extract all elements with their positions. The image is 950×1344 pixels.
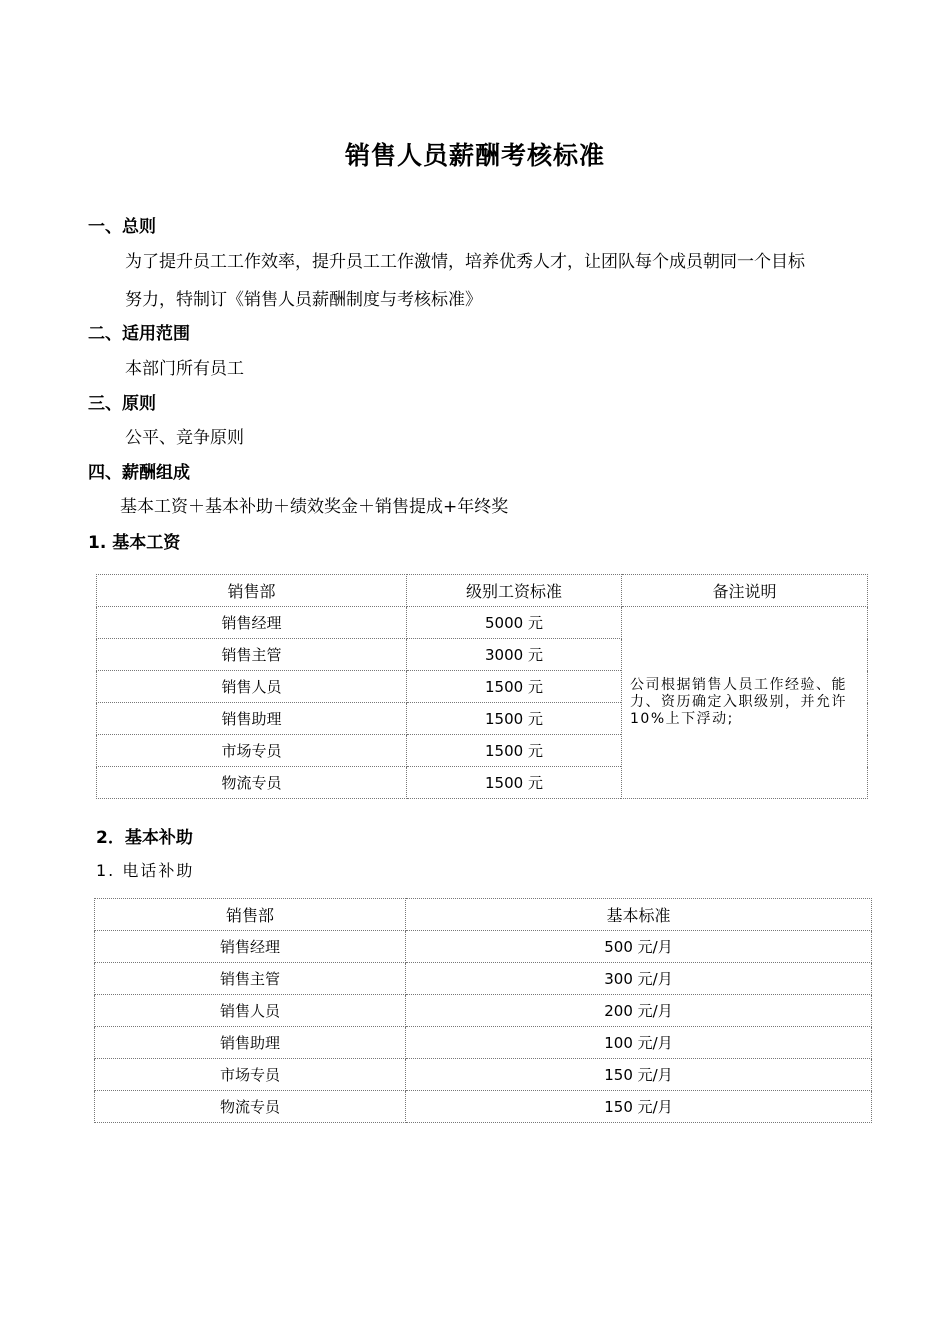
salary-cell: 1500 元 bbox=[407, 671, 622, 703]
salary-cell: 1500 元 bbox=[407, 767, 622, 799]
table-row bbox=[95, 1091, 872, 1123]
column-header: 销售部 bbox=[95, 899, 406, 931]
allowance-cell: 150 元/月 bbox=[406, 1091, 872, 1123]
section-general-line2: 努力，特制订《销售人员薪酬制度与考核标准》 bbox=[125, 290, 482, 310]
salary-cell: 1500 元 bbox=[407, 735, 622, 767]
section-general-line1: 为了提升员工工作效率，提升员工工作激情，培养优秀人才，让团队每个成员朝同一个目标 bbox=[125, 252, 805, 272]
section-scope-text: 本部门所有员工 bbox=[125, 359, 244, 379]
allowance-table bbox=[94, 898, 872, 1123]
table-header-row bbox=[95, 899, 872, 931]
department-cell: 市场专员 bbox=[95, 1059, 406, 1091]
salary-cell: 1500 元 bbox=[407, 703, 622, 735]
allowance-cell: 200 元/月 bbox=[406, 995, 872, 1027]
salary-cell: 5000 元 bbox=[407, 607, 622, 639]
department-cell: 销售主管 bbox=[97, 639, 407, 671]
table-row bbox=[95, 931, 872, 963]
department-cell: 销售助理 bbox=[95, 1027, 406, 1059]
allowance-subheading: 1. 电话补助 bbox=[96, 861, 195, 880]
table-row bbox=[97, 607, 868, 639]
department-cell: 销售主管 bbox=[95, 963, 406, 995]
department-cell: 销售助理 bbox=[97, 703, 407, 735]
department-cell: 销售经理 bbox=[97, 607, 407, 639]
department-cell: 物流专员 bbox=[97, 767, 407, 799]
base-salary-table bbox=[96, 574, 868, 799]
section-general-heading: 一、总则 bbox=[88, 217, 156, 237]
remark-text: 公司根据销售人员工作经验、能力、资历确定入职级别，并允许 10%上下浮动; bbox=[630, 677, 847, 727]
allowance-cell: 300 元/月 bbox=[406, 963, 872, 995]
column-header: 级别工资标准 bbox=[407, 575, 622, 607]
department-cell: 销售人员 bbox=[97, 671, 407, 703]
table-row bbox=[95, 1059, 872, 1091]
allowance-cell: 500 元/月 bbox=[406, 931, 872, 963]
document-title: 销售人员薪酬考核标准 bbox=[344, 141, 605, 170]
allowance-cell: 100 元/月 bbox=[406, 1027, 872, 1059]
table-row bbox=[95, 1027, 872, 1059]
allowance-heading: 2．基本补助 bbox=[96, 828, 193, 848]
remark-cell bbox=[622, 607, 868, 799]
department-cell: 市场专员 bbox=[97, 735, 407, 767]
column-header: 备注说明 bbox=[622, 575, 868, 607]
base-salary-heading: 1. 基本工资 bbox=[88, 533, 181, 553]
salary-cell: 3000 元 bbox=[407, 639, 622, 671]
column-header: 销售部 bbox=[97, 575, 407, 607]
table-header-row bbox=[97, 575, 868, 607]
department-cell: 销售人员 bbox=[95, 995, 406, 1027]
section-scope-heading: 二、适用范围 bbox=[88, 324, 190, 344]
department-cell: 物流专员 bbox=[95, 1091, 406, 1123]
allowance-cell: 150 元/月 bbox=[406, 1059, 872, 1091]
column-header: 基本标准 bbox=[406, 899, 872, 931]
section-composition-heading: 四、薪酬组成 bbox=[88, 463, 190, 483]
section-principle-text: 公平、竞争原则 bbox=[125, 428, 244, 448]
section-composition-text: 基本工资＋基本补助＋绩效奖金＋销售提成+年终奖 bbox=[120, 497, 509, 517]
department-cell: 销售经理 bbox=[95, 931, 406, 963]
section-principle-heading: 三、原则 bbox=[88, 394, 156, 414]
table-row bbox=[95, 963, 872, 995]
table-row bbox=[95, 995, 872, 1027]
